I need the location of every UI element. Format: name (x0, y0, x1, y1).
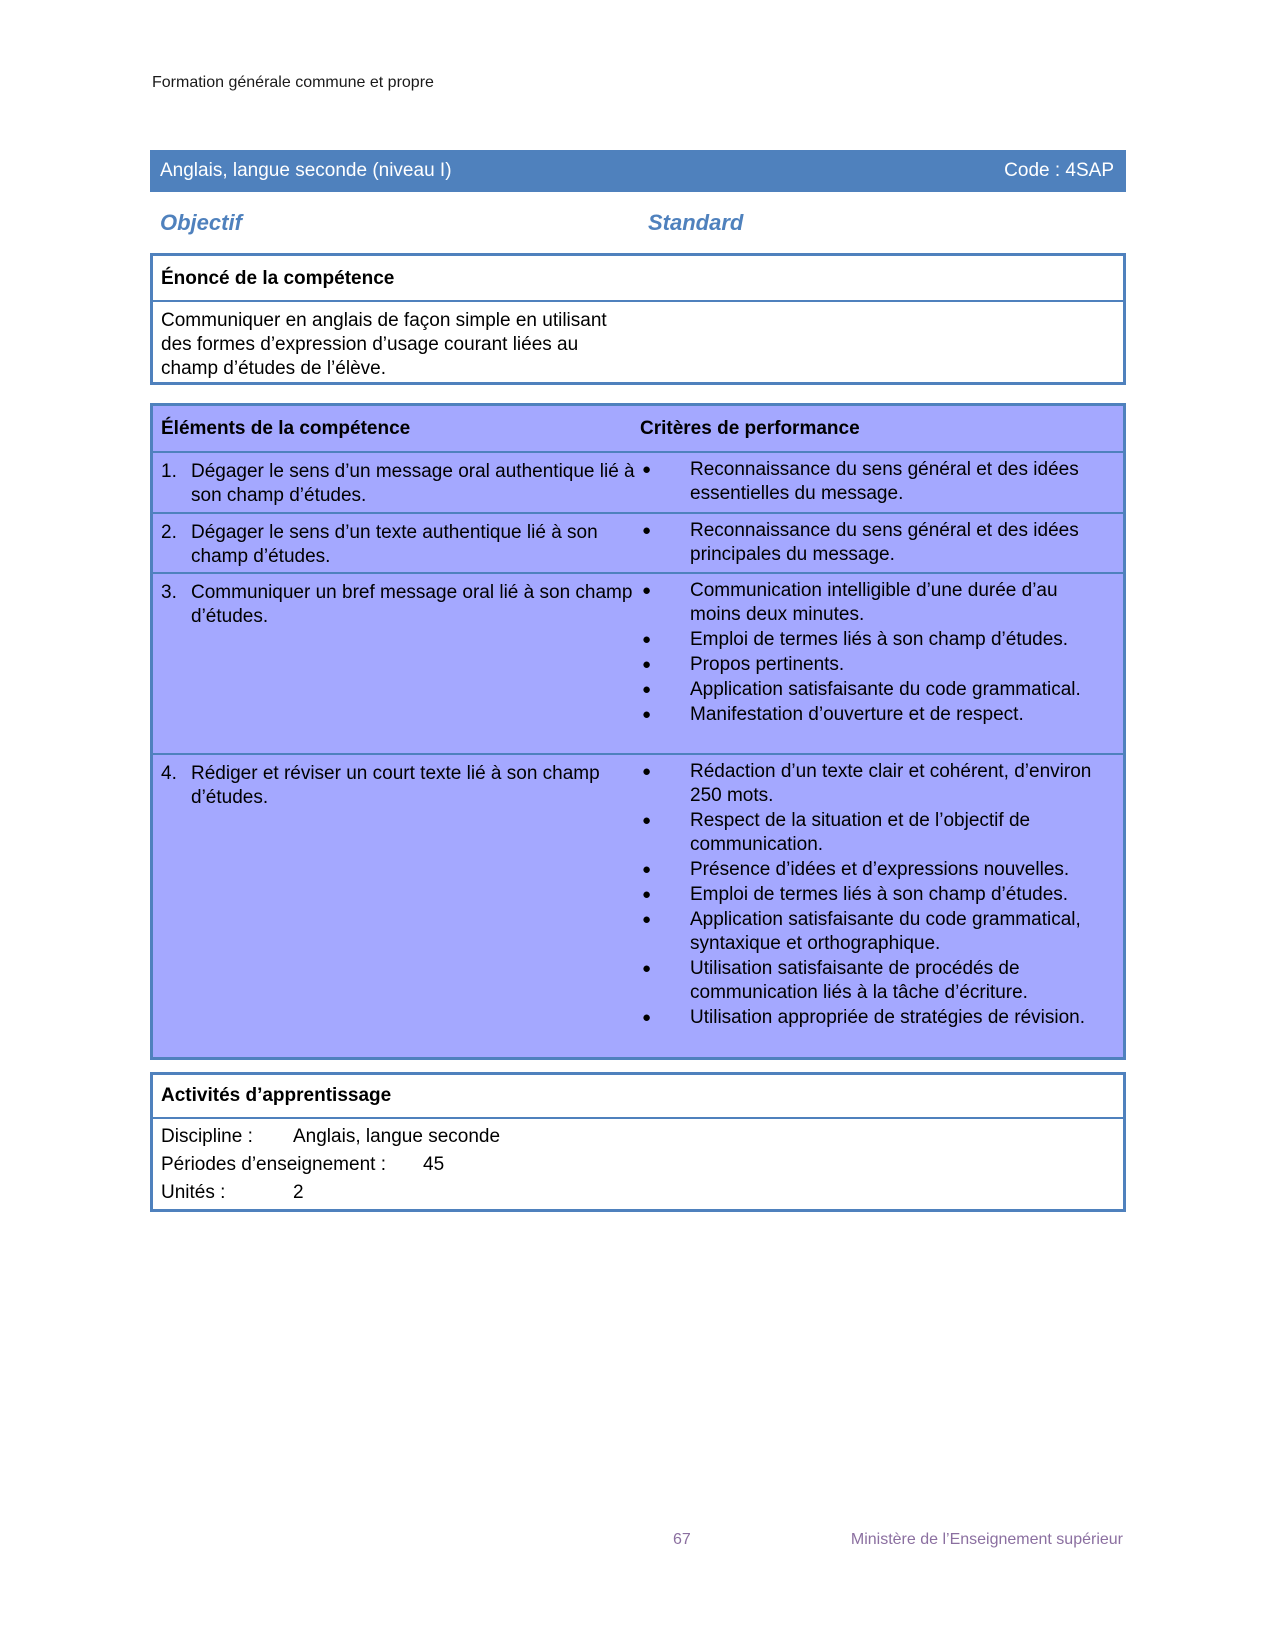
bullet-icon: ● (642, 763, 652, 780)
activity-line (153, 1151, 1123, 1179)
element-text: Communiquer un bref message oral lié à son champ d’études. (191, 582, 633, 627)
element-number: 3. (161, 582, 177, 603)
activity-line (153, 1179, 1123, 1207)
enonce-text: Communiquer en anglais de façon simple en utilisant des formes d’expression d’usage courant liées au champ d’études de l’élève. (161, 310, 607, 379)
elements-table (150, 403, 1126, 1060)
activity-value: Anglais, langue seconde (293, 1126, 501, 1147)
criterion-item: ● Respect de la situation et de l’objectif de communication. (642, 810, 1031, 855)
standard-label: Standard (648, 210, 744, 235)
activity-line (153, 1123, 1123, 1151)
table-row (153, 755, 1123, 1055)
course-title: Anglais, langue seconde (niveau I) (160, 160, 452, 181)
criterion-item: ● Reconnaissance du sens général et des idées essentielles du message. (642, 459, 1079, 504)
criteria-heading: Critères de performance (640, 417, 860, 439)
criterion-item: ● Propos pertinents. (642, 654, 845, 675)
criterion-item: ● Application satisfaisante du code grammatical, syntaxique et orthographique. (642, 909, 1081, 954)
page-number: 67 (673, 1531, 691, 1548)
course-code: Code : 4SAP (1004, 160, 1114, 181)
element-number: 2. (161, 522, 177, 543)
activity-label: Discipline : (161, 1126, 253, 1147)
activites-heading: Activités d’apprentissage (153, 1075, 1123, 1119)
bullet-icon: ● (642, 911, 652, 928)
ministry-name: Ministère de l’Enseignement supérieur (850, 1531, 1123, 1548)
bullet-icon: ● (642, 631, 652, 648)
course-title-bar (150, 150, 1126, 192)
criterion-item: ● Utilisation satisfaisante de procédés de communication liés à la tâche d’écriture. (642, 958, 1028, 1003)
criterion-item: ● Emploi de termes liés à son champ d’études. (642, 884, 1069, 905)
criterion-item: ● Présence d’idées et d’expressions nouvelles. (642, 859, 1070, 880)
activity-value: 45 (423, 1154, 445, 1175)
activites-box (150, 1072, 1126, 1212)
page-footer (673, 1531, 1123, 1549)
enonce-heading: Énoncé de la compétence (153, 256, 1123, 302)
elements-heading: Éléments de la compétence (161, 417, 411, 439)
table-row (153, 514, 1123, 574)
objectif-label: Objectif (160, 210, 242, 235)
criterion-item: ● Utilisation appropriée de stratégies de révision. (642, 1007, 1085, 1028)
elements-header (153, 406, 1123, 453)
activity-value: 2 (293, 1182, 304, 1203)
element-text: Dégager le sens d’un texte authentique lié à son champ d’études. (191, 522, 598, 567)
element-text: Rédiger et réviser un court texte lié à son champ d’études. (191, 763, 600, 808)
enonce-box (150, 253, 1126, 385)
bullet-icon: ● (642, 522, 652, 539)
bullet-icon: ● (642, 582, 652, 599)
bullet-icon: ● (642, 1009, 652, 1026)
activity-label: Unités : (161, 1182, 226, 1203)
criterion-item: ● Application satisfaisante du code grammatical. (642, 679, 1081, 700)
bullet-icon: ● (642, 886, 652, 903)
bullet-icon: ● (642, 656, 652, 673)
criterion-item: ● Emploi de termes liés à son champ d’études. (642, 629, 1069, 650)
table-row (153, 574, 1123, 755)
bullet-icon: ● (642, 706, 652, 723)
bullet-icon: ● (642, 960, 652, 977)
bullet-icon: ● (642, 861, 652, 878)
criterion-item: ● Rédaction d’un texte clair et cohérent, d’environ 250 mots. (642, 761, 1092, 806)
element-number: 1. (161, 461, 177, 482)
bullet-icon: ● (642, 681, 652, 698)
criterion-item: ● Manifestation d’ouverture et de respect. (642, 704, 1024, 725)
bullet-icon: ● (642, 812, 652, 829)
section-header: Formation générale commune et propre (152, 74, 434, 91)
table-row (153, 453, 1123, 514)
activity-label: Périodes d’enseignement : (161, 1154, 386, 1175)
bullet-icon: ● (642, 461, 652, 478)
element-number: 4. (161, 763, 177, 784)
criterion-item: ● Reconnaissance du sens général et des idées principales du message. (642, 520, 1079, 565)
element-text: Dégager le sens d’un message oral authentique lié à son champ d’études. (191, 461, 635, 506)
criterion-item: ● Communication intelligible d’une durée d’au moins deux minutes. (642, 580, 1058, 625)
